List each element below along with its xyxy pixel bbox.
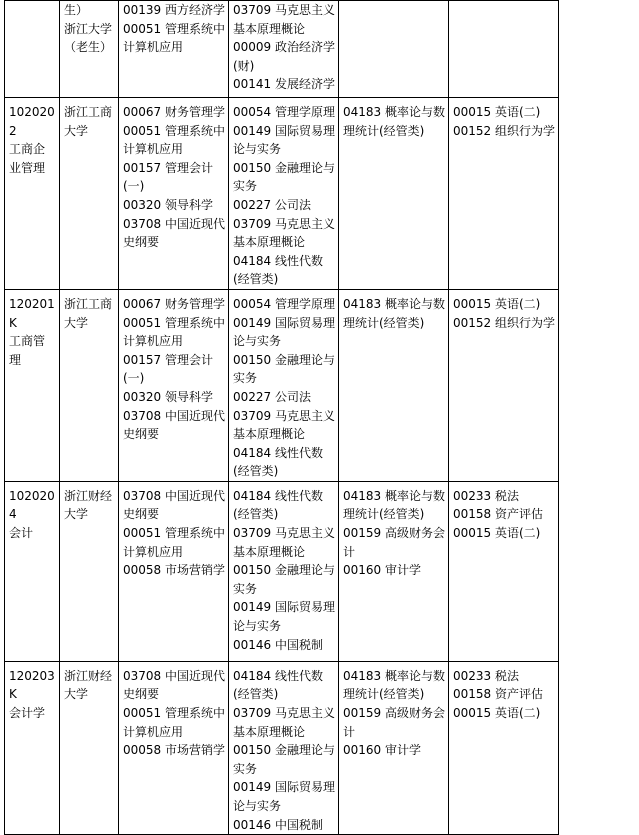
major-code: 1020204 [9, 488, 55, 522]
course-item: 04184 线性代数(经管类) [233, 253, 323, 287]
course-item: 03708 中国近现代史纲要 [123, 488, 225, 522]
course-item: 03709 马克思主义基本原理概论 [233, 706, 335, 739]
major-code: 120201K [9, 296, 55, 330]
course-item: 00320 领导科学 [123, 389, 213, 404]
course-item: 00150 金融理论与实务 [233, 160, 335, 194]
course-cell [449, 481, 559, 661]
course-cell [339, 98, 449, 290]
course-item: 00015 英语(二) [453, 526, 541, 541]
course-cell [449, 289, 559, 481]
major-cell [5, 481, 60, 661]
course-item: 00015 英语(二) [453, 706, 541, 721]
course-item: 00054 管理学原理 [233, 296, 335, 311]
course-item: 04184 线性代数(经管类) [233, 668, 323, 702]
course-item: 00051 管理系统中计算机应用 [123, 21, 225, 55]
course-item: 00152 组织行为学 [453, 315, 555, 330]
course-item: 00157 管理会计(一) [123, 352, 213, 386]
course-cell [229, 661, 339, 834]
course-item: 00067 财务管理学 [123, 296, 225, 311]
course-cell [119, 661, 229, 834]
course-item: 00051 管理系统中计算机应用 [123, 123, 225, 157]
course-item: 04183 概率论与数理统计(经管类) [343, 296, 445, 330]
course-item: 00139 西方经济学 [123, 3, 225, 17]
course-item: 04183 概率论与数理统计(经管类) [343, 488, 445, 522]
course-item: 04183 概率论与数理统计(经管类) [343, 668, 445, 702]
table-row [5, 289, 559, 481]
table-row [5, 98, 559, 290]
course-item: 00051 管理系统中计算机应用 [123, 526, 225, 559]
course-item: 00233 税法 [453, 488, 519, 503]
course-item: 00149 国际贸易理论与实务 [233, 123, 335, 157]
course-item: 04184 线性代数(经管类) [233, 445, 323, 479]
course-item: 03709 马克思主义基本原理概论 [233, 408, 335, 442]
course-item: 04183 概率论与数理统计(经管类) [343, 105, 445, 138]
course-cell [339, 289, 449, 481]
school-cell: 浙江财经大学 [60, 481, 119, 661]
course-item: 00015 英语(二) [453, 296, 541, 311]
course-item: 00149 国际贸易理论与实务 [233, 780, 335, 814]
course-item: 04184 线性代数(经管类) [233, 488, 323, 522]
major-cell [5, 1, 60, 98]
course-cell [119, 98, 229, 290]
course-item: 03709 马克思主义基本原理概论 [233, 216, 335, 250]
course-cell [449, 1, 559, 98]
table-body [5, 1, 559, 835]
course-item: 00051 管理系统中计算机应用 [123, 315, 225, 349]
course-item: 03708 中国近现代史纲要 [123, 408, 225, 442]
course-item: 00009 政治经济学(财) [233, 40, 335, 73]
course-cell [449, 98, 559, 290]
course-item: 03709 马克思主义基本原理概论 [233, 526, 335, 559]
course-item: 00159 高级财务会计 [343, 526, 445, 559]
course-item: 00233 税法 [453, 668, 519, 683]
course-item: 03709 马克思主义基本原理概论 [233, 3, 335, 36]
course-cell [339, 661, 449, 834]
table-row [5, 1, 559, 98]
course-cell [339, 1, 449, 98]
course-cell [229, 481, 339, 661]
major-name: 工商管理 [9, 334, 46, 367]
course-item: 00159 高级财务会计 [343, 706, 445, 739]
major-name: 会计 [9, 526, 34, 541]
major-code: 1020202 [9, 105, 55, 138]
course-item: 00150 金融理论与实务 [233, 743, 335, 776]
course-item: 00158 资产评估 [453, 687, 543, 702]
course-item: 00227 公司法 [233, 389, 311, 404]
school-cell: 浙江财经大学 [60, 661, 119, 834]
course-item: 00146 中国税制 [233, 637, 323, 652]
course-item: 00227 公司法 [233, 197, 311, 212]
course-item: 00015 英语(二) [453, 105, 541, 119]
course-item: 00141 发展经济学 [233, 77, 335, 92]
course-item: 03708 中国近现代史纲要 [123, 668, 225, 702]
school-cell: 浙江工商大学 [60, 98, 119, 290]
course-cell [229, 98, 339, 290]
course-item: 00160 审计学 [343, 563, 421, 578]
major-cell [5, 289, 60, 481]
course-item: 00150 金融理论与实务 [233, 352, 335, 386]
major-cell [5, 661, 60, 834]
course-item: 00152 组织行为学 [453, 123, 555, 138]
course-item: 00067 财务管理学 [123, 105, 225, 119]
course-cell [229, 289, 339, 481]
course-cell [119, 1, 229, 98]
table-row [5, 481, 559, 661]
course-item: 00157 管理会计(一) [123, 160, 213, 194]
course-cell [339, 481, 449, 661]
course-item: 00158 资产评估 [453, 507, 543, 522]
school-cell: 浙江工商大学 [60, 289, 119, 481]
course-cell [449, 661, 559, 834]
school-cell: 生） 浙江大学（老生） [60, 1, 119, 98]
course-item: 00320 领导科学 [123, 197, 213, 212]
course-cell [119, 289, 229, 481]
major-cell [5, 98, 60, 290]
course-item: 00051 管理系统中计算机应用 [123, 706, 225, 739]
course-item: 03708 中国近现代史纲要 [123, 216, 225, 250]
major-code: 120203K [9, 668, 55, 702]
course-item: 00150 金融理论与实务 [233, 563, 335, 596]
course-item: 00149 国际贸易理论与实务 [233, 600, 335, 634]
major-name: 工商企业管理 [9, 142, 46, 175]
table-row [5, 661, 559, 834]
course-item: 00054 管理学原理 [233, 105, 335, 119]
course-item: 00058 市场营销学 [123, 743, 225, 758]
course-cell [119, 481, 229, 661]
course-cell [229, 1, 339, 98]
exam-schedule-table [4, 0, 559, 835]
major-name: 会计学 [9, 706, 46, 721]
course-item: 00149 国际贸易理论与实务 [233, 315, 335, 349]
course-item: 00160 审计学 [343, 743, 421, 758]
course-item: 00058 市场营销学 [123, 563, 225, 578]
course-item: 00146 中国税制 [233, 817, 323, 832]
